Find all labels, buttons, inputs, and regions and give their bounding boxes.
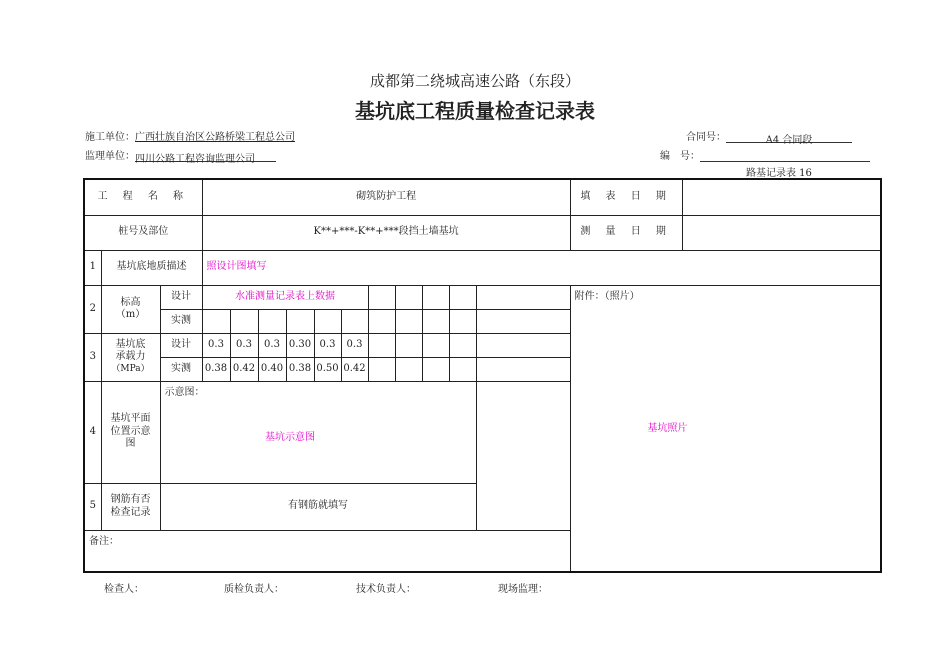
bearing-design-cell <box>449 333 476 357</box>
remarks-cell: 备注： <box>84 530 881 572</box>
elevation-actual-cell <box>476 309 570 333</box>
elevation-label-line1: 标高 <box>120 296 141 308</box>
elevation-actual-cell <box>341 309 368 333</box>
construction-unit-value: 广西壮族自治区公路桥梁工程总公司 <box>135 132 295 143</box>
bearing-actual-value: 0.50 <box>314 357 341 381</box>
serial-number <box>660 147 870 162</box>
bearing-design-cell <box>368 333 395 357</box>
elevation-actual-cell <box>395 309 422 333</box>
supervision-unit-label: 监理单位： <box>85 151 135 162</box>
attachment-label: 附件：（照片） <box>574 290 640 302</box>
bearing-actual-cell <box>449 357 476 381</box>
table-row <box>84 250 881 285</box>
supervision-unit-value: 四川公路工程咨询监理公司 <box>135 150 276 162</box>
actual-label: 实测 <box>160 357 202 381</box>
geology-value: 照设计图填写 <box>202 250 881 285</box>
bearing-actual-cell <box>368 357 395 381</box>
contract-number <box>686 128 852 146</box>
table-row <box>84 215 881 250</box>
elevation-label-line2: （m） <box>115 309 146 320</box>
survey-date-label: 测 量 日 期 <box>570 215 682 250</box>
bearing-design-cell <box>422 333 449 357</box>
bearing-actual-value: 0.42 <box>341 357 368 381</box>
serial-number-label: 编 号： <box>660 151 700 162</box>
photo-placeholder: 基坑照片 <box>647 423 688 434</box>
bearing-actual-value: 0.38 <box>286 357 314 381</box>
elevation-design-cell <box>476 285 570 309</box>
row-number: 1 <box>84 250 101 285</box>
project-name-label: 工 程 名 称 <box>84 179 202 215</box>
elevation-actual-cell <box>449 309 476 333</box>
bearing-design-cell <box>476 333 570 357</box>
sketch-label: 示意图： <box>164 386 205 398</box>
bearing-actual-value: 0.40 <box>258 357 286 381</box>
sketch-label-line1: 基坑平面 <box>110 413 151 425</box>
elevation-design-cell <box>449 285 476 309</box>
contract-value: A4 合同段 <box>726 131 852 143</box>
serial-number-blank <box>700 150 870 162</box>
design-label: 设计 <box>160 285 202 309</box>
construction-unit-label: 施工单位： <box>85 132 135 143</box>
quality-lead-signature: 质检负责人： <box>224 584 284 595</box>
elevation-label <box>101 285 160 333</box>
bearing-design-value: 0.3 <box>258 333 286 357</box>
inspection-table <box>83 178 882 573</box>
document-title: 成都第二绕城高速公路（东段） <box>369 72 580 90</box>
bearing-label-line1: 基坑底 <box>115 338 146 350</box>
bearing-label <box>101 333 160 381</box>
elevation-design-cell <box>395 285 422 309</box>
supervision-unit <box>85 147 276 165</box>
bearing-design-cell <box>395 333 422 357</box>
sketch-label-line2: 位置示意 <box>110 425 151 437</box>
bearing-label-line2: 承载力 <box>115 351 146 363</box>
table-row <box>84 179 881 215</box>
bearing-actual-value: 0.38 <box>202 357 230 381</box>
bearing-design-value: 0.3 <box>202 333 230 357</box>
row-number: 4 <box>84 381 101 483</box>
elevation-actual-cell <box>314 309 341 333</box>
contract-label: 合同号： <box>686 132 726 143</box>
sketch-cell <box>160 381 476 483</box>
bearing-actual-value: 0.42 <box>230 357 258 381</box>
rebar-label <box>101 483 160 530</box>
form-title: 基坑底工程质量检查记录表 <box>355 99 595 123</box>
rebar-value: 有钢筋就填写 <box>160 483 476 530</box>
bearing-actual-cell <box>395 357 422 381</box>
bearing-label-line3: （MPa） <box>111 363 150 374</box>
site-supervisor-signature: 现场监理： <box>498 584 548 595</box>
elevation-actual-cell <box>368 309 395 333</box>
elevation-actual-cell <box>422 309 449 333</box>
project-name-value: 砌筑防护工程 <box>202 179 570 215</box>
construction-unit <box>85 128 295 143</box>
bearing-design-value: 0.3 <box>314 333 341 357</box>
table-row <box>84 530 881 572</box>
fill-date-value[interactable] <box>682 179 881 215</box>
sketch-placeholder: 基坑示意图 <box>265 432 315 443</box>
attachment-cell <box>570 285 881 572</box>
design-label: 设计 <box>160 333 202 357</box>
elevation-actual-cell <box>258 309 286 333</box>
bearing-design-value: 0.3 <box>341 333 368 357</box>
elevation-actual-cell <box>286 309 314 333</box>
row-number: 2 <box>84 285 101 333</box>
table-row <box>84 285 881 309</box>
elevation-actual-cell <box>202 309 230 333</box>
sketch-row-label <box>101 381 160 483</box>
sketch-label-line3: 图 <box>125 438 136 450</box>
elevation-design-cell <box>368 285 395 309</box>
elevation-design-value: 水准测量记录表上数据 <box>202 285 368 309</box>
survey-date-value[interactable] <box>682 215 881 250</box>
bearing-design-value: 0.3 <box>230 333 258 357</box>
station-value: K**+***-K**+***段挡土墙基坑 <box>202 215 570 250</box>
rebar-label-line2: 检查记录 <box>110 506 151 518</box>
geology-label: 基坑底地质描述 <box>101 250 202 285</box>
tech-lead-signature: 技术负责人： <box>356 584 416 595</box>
rebar-label-line1: 钢筋有否 <box>110 494 151 505</box>
elevation-actual-cell <box>230 309 258 333</box>
bearing-actual-cell <box>476 357 570 381</box>
row-number: 5 <box>84 483 101 530</box>
inspector-signature: 检查人： <box>104 584 144 595</box>
elevation-design-cell <box>422 285 449 309</box>
fill-date-label: 填 表 日 期 <box>570 179 682 215</box>
row-number: 3 <box>84 333 101 381</box>
record-number: 路基记录表 16 <box>746 168 812 179</box>
actual-label: 实测 <box>160 309 202 333</box>
station-label: 桩号及部位 <box>84 215 202 250</box>
bearing-design-value: 0.30 <box>286 333 314 357</box>
bearing-actual-cell <box>422 357 449 381</box>
